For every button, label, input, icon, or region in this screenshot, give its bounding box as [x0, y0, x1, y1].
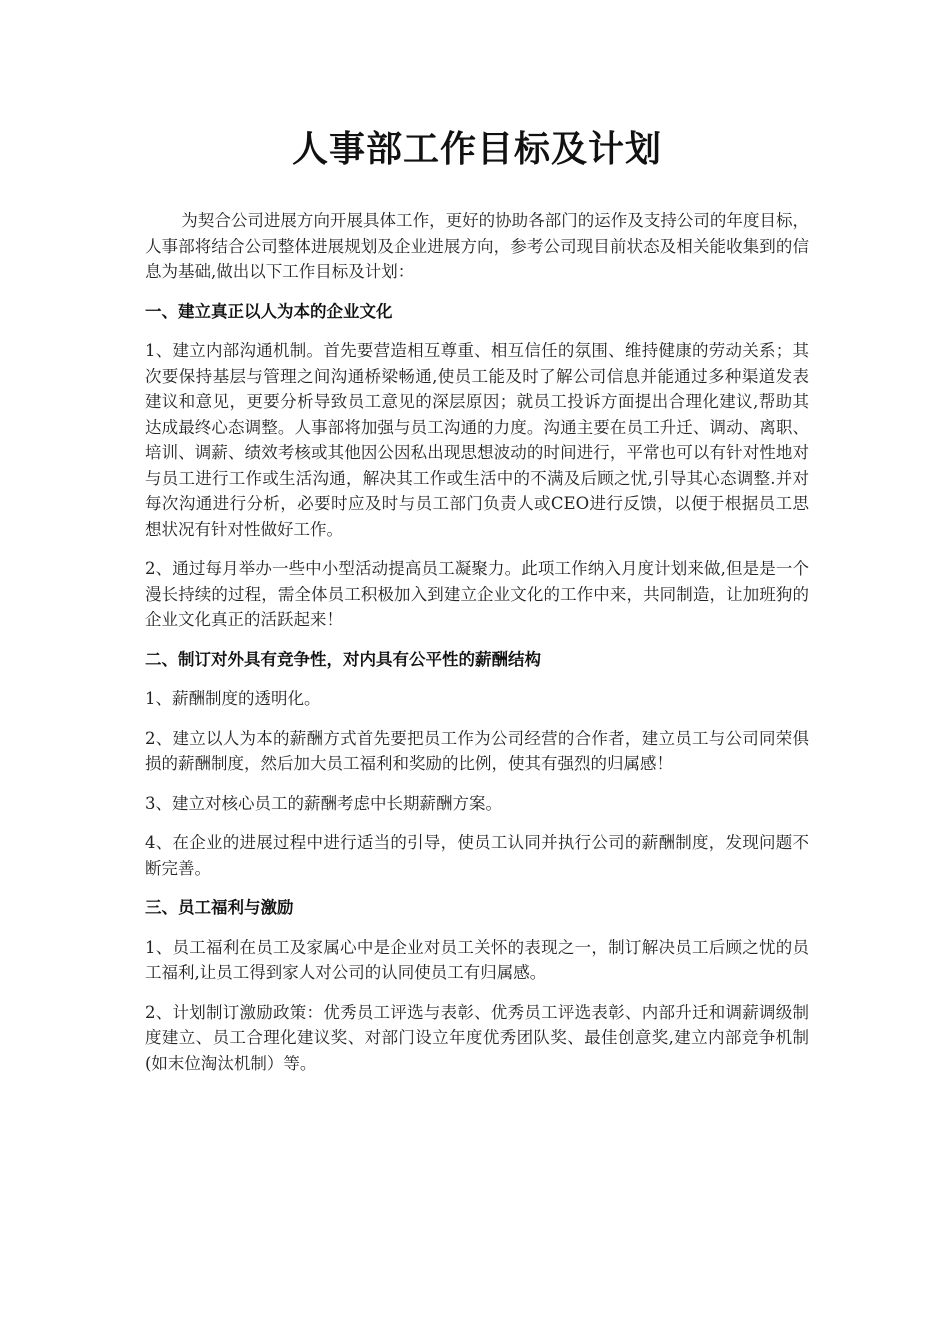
paragraph: 2、通过每月举办一些中小型活动提高员工凝聚力。此项工作纳入月度计划来做,但是是一个漫长持续的过程，需全体员工积极加入到建立企业文化的工作中来，共同制造，让加班狗的企业文化真正的活跃起来！ [145, 559, 809, 629]
paragraph: 1、建立内部沟通机制。首先要营造相互尊重、相互信任的氛围、维持健康的劳动关系；其次要保持基层与管理之间沟通桥梁畅通,使员工能及时了解公司信息并能通过多种渠道发表建议和意见，更要分析导致员工意见的深层原因；就员工投诉方面提出合理化建议,帮助其达成最终心态调整。人事部将加强与员工沟通的力度。沟通主要在员工升迁、调动、离职、培训、调薪、绩效考核或其他因公因私出现思想波动的时间进行，平常也可以有针对性地对与员工进行工作或生活沟通，解决其工作或生活中的不满及后顾之忧,引导其心态调整.并对每次沟通进行分析，必要时应及时与员工部门负责人或CEO进行反馈，以便于根据员工思想状况有针对性做好工作。 [145, 341, 809, 539]
section-heading-culture: 一、建立真正以人为本的企业文化 [145, 301, 393, 321]
paragraph: 3、建立对核心员工的薪酬考虑中长期薪酬方案。 [145, 793, 502, 813]
paragraph: 2、计划制订激励政策：优秀员工评选与表彰、优秀员工评选表彰、内部升迁和调薪调级制度建立、员工合理化建议奖、对部门设立年度优秀团队奖、最佳创意奖,建立内部竞争机制(如末位淘汰机制）等。 [145, 1002, 809, 1073]
intro-paragraph: 为契合公司进展方向开展具体工作，更好的协助各部门的运作及支持公司的年度目标，人事部将结合公司整体进展规划及企业进展方向，参考公司现目前状态及相关能收集到的信息为基础,做出以下工作目标及计划： [145, 211, 809, 281]
paragraph: 4、在企业的进展过程中进行适当的引导，使员工认同并执行公司的薪酬制度，发现问题不断完善。 [145, 833, 809, 878]
section-heading-salary: 二、制订对外具有竞争性，对内具有公平性的薪酬结构 [145, 649, 541, 669]
document-title: 人事部工作目标及计划 [291, 129, 662, 170]
section-heading-welfare: 三、员工福利与激励 [145, 898, 294, 917]
paragraph: 2、建立以人为本的薪酬方式首先要把员工作为公司经营的合作者，建立员工与公司同荣俱损的薪酬制度，然后加大员工福利和奖励的比例，使其有强烈的归属感！ [145, 728, 809, 773]
paragraph: 1、薪酬制度的透明化。 [145, 689, 321, 708]
paragraph: 1、员工福利在员工及家属心中是企业对员工关怀的表现之一，制订解决员工后顾之忧的员工福利,让员工得到家人对公司的认同使员工有归属感。 [145, 937, 809, 982]
document-body [145, 120, 809, 1076]
